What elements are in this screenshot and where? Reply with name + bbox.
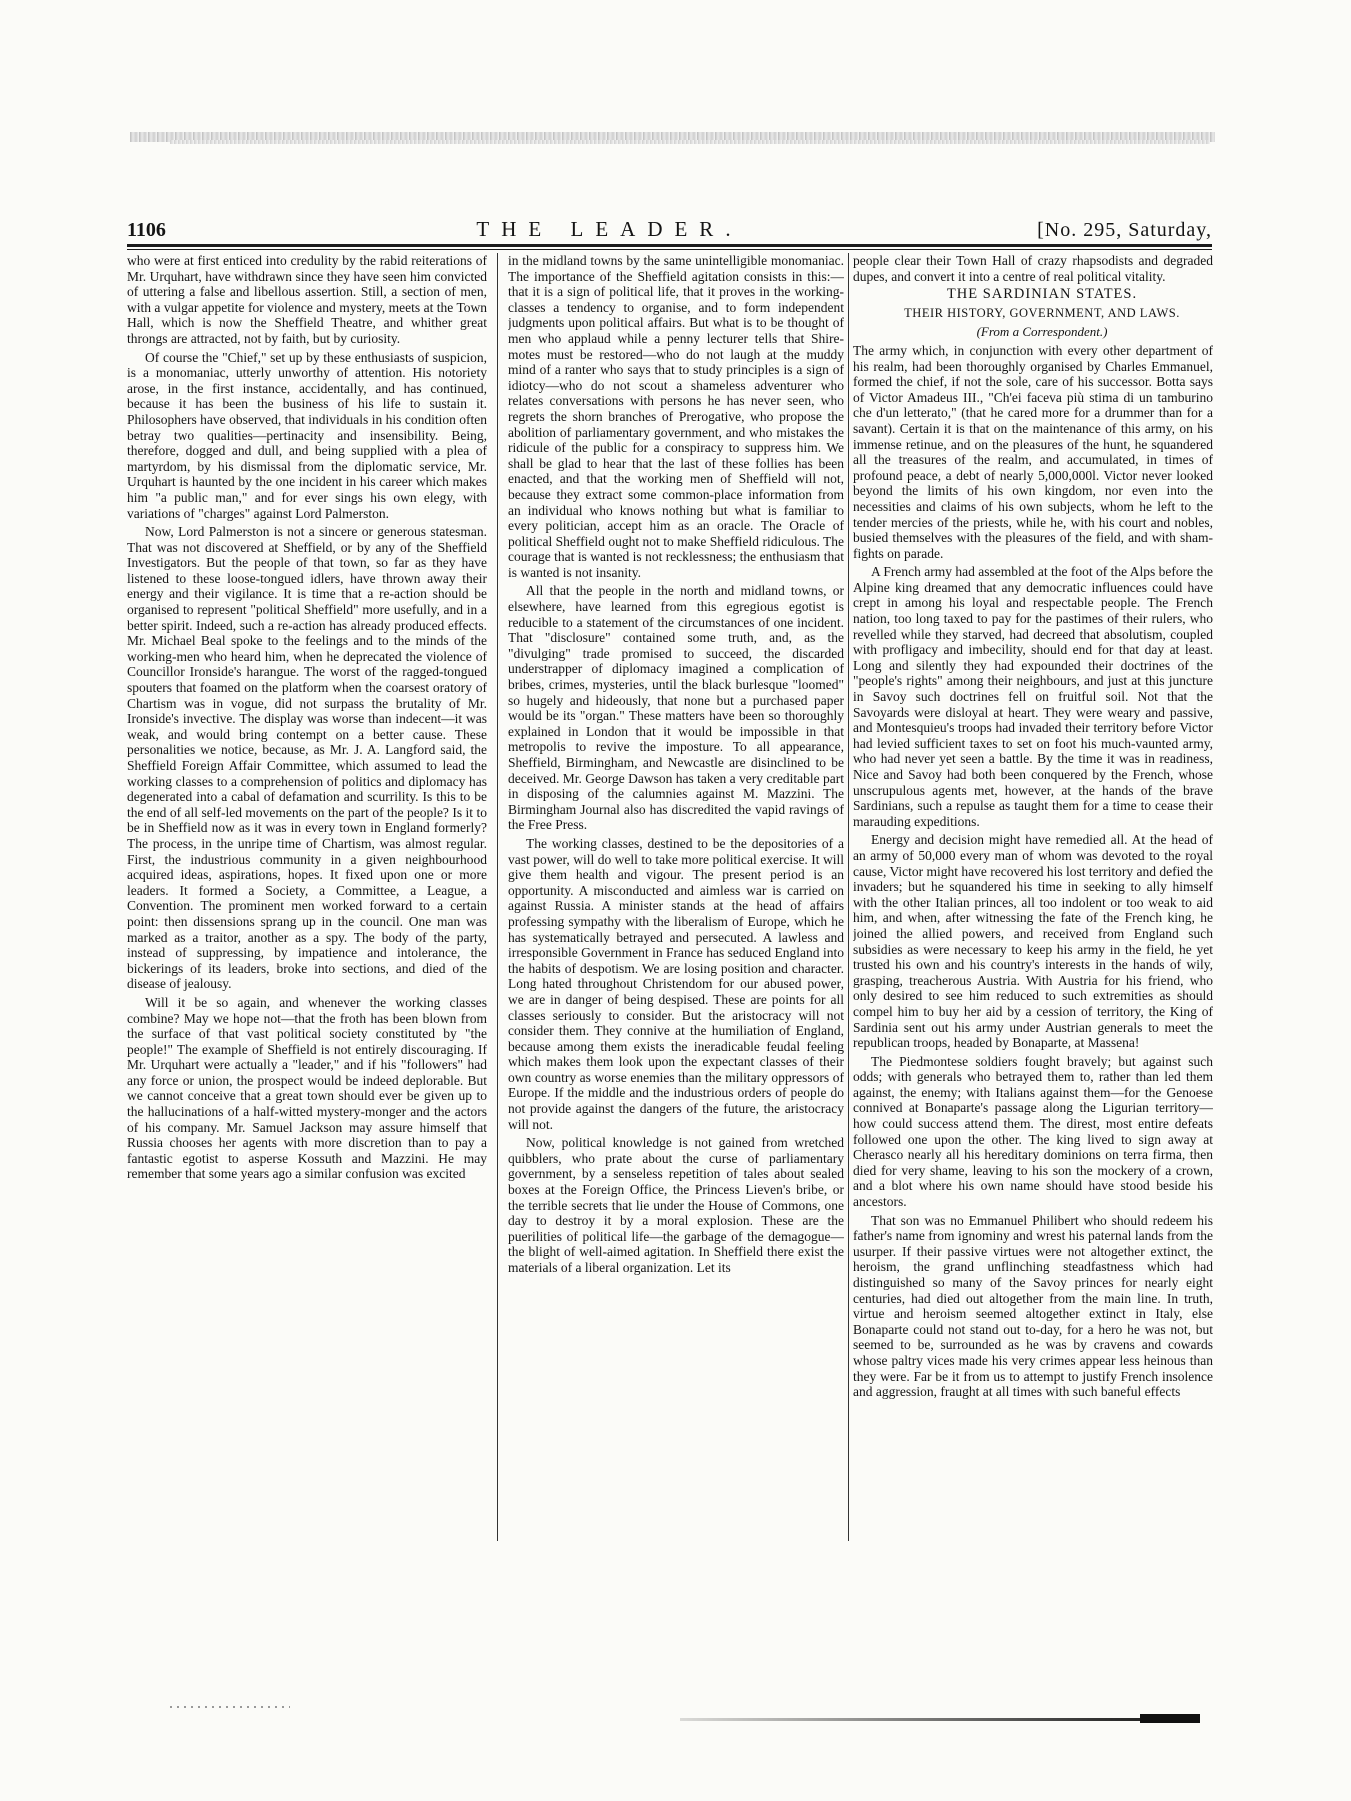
page-number: 1106 (127, 219, 166, 241)
paragraph: That son was no Emmanuel Philibert who should redeem his father's name from ignominy and wrest his paternal lands from the usurper. If their passive virtues were not altogether extinct, the heroism, the grand unflinching steadfastness which had distinguished so many of the Savoy princes for nearly eight centuries, had died out altogether from the main line. In truth, virtue and heroism seemed altogether extinct in Italy, else Bonaparte could not stand out to-day, for a hero he was not, but seemed to be, surrounded as he was by cravens and cowards whose paltry vices made his very crimes appear less heinous than they were. Far be it from us to attempt to justify French insolence and aggression, fraught at all times with such baneful effects (853, 1212, 1213, 1400)
paragraph: A French army had assembled at the foot of the Alps before the Alpine king dreamed that any democratic influences could have crept in among his loyal and respectable people. The French nation, too long taxed to pay for the pastimes of their rulers, who revelled while they starved, had decreed that absolutism, coupled with profligacy and imbecility, should end for that day at least. Long and silently they had expounded their doctrines of the "people's rights" among their neighbours, and just at this juncture in Savoy such doctrines fell on fruitful soil. Not that the Savoyards were disloyal at heart. They were weary and passive, and Montesquieu's troops had invaded their territory before Victor had levied sufficient taxes to set on foot his much-vaunted army, who had never yet seen a battle. By the time it was in readiness, Nice and Savoy had both been conquered by the French, whose unscrupulous agents met, however, at the hands of the brave Sardinians, such a repulse as taught them for a time to cease their marauding expeditions. (853, 564, 1213, 829)
paragraph: Will it be so again, and whenever the working classes combine? May we hope not—that the froth has been blown from the surface of that vast political society constituted by "the people!" The example of Sheffield is not entirely discouraging. If Mr. Urquhart were actually a "leader," and if his "followers" had any force or union, the prospect would be indeed deplorable. But we cannot conceive that a great town should ever be given up to the hallucinations of a half-witted mystery-monger and the actors of his company. Mr. Samuel Jackson may assure himself that Russia chooses her agents with more discretion than to pay a fantastic egotist to asperse Kossuth and Mazzini. He may remember that some years ago a similar confusion was excited (127, 994, 487, 1182)
article-credit: (From a Correspondent.) (976, 324, 1108, 340)
paragraph: All that the people in the north and midland towns, or elsewhere, have learned from this egregious egotist is reducible to a statement of the circumstances of one incident. That "disclosure" contained some truth, and, as the "divulging" trade promised to succeed, the discarded understrapper of diplomacy imagined a complication of bribes, crimes, mysteries, until the black burlesque "loomed" so hugely and hideously, that none but a purchased paper would be its "organ." These matters have been so thoroughly explained in London that it would be impossible in that metropolis to revive the imposture. To all appearance, Sheffield, Birmingham, and Newcastle are disinclined to be deceived. Mr. George Dawson has taken a very creditable part in disposing of the calumnies against M. Mazzini. The Birmingham Journal also has discredited the vapid ravings of the Free Press. (508, 583, 844, 833)
paragraph: The Piedmontese soldiers fought bravely; but against such odds; with generals who betrayed them to, rather than led them against, the enemy; with Italians against them—for the Genoese connived at Bonaparte's passage along the Ligurian territory—how could success attend them. The direst, most entire defeats followed one upon the other. The king lived to sign away at Cherasco nearly all his hereditary dominions on terra firma, then died for very shame, leaving to his son the mockery of a crown, and a blot where his own name should have stood beside his ancestors. (853, 1053, 1213, 1210)
header-rule-thin (127, 249, 1212, 250)
column-1 (127, 253, 487, 1541)
page-header (127, 208, 1212, 242)
article-subtitle: THEIR HISTORY, GOVERNMENT, AND LAWS. (904, 305, 1180, 320)
paragraph: in the midland towns by the same unintelligible monomaniac. The importance of the Sheffield agitation consists in this:—that it is a sign of political life, that it proves in the working-classes a tendency to organise, and to form independent judgments upon political affairs. But what is to be thought of men who applaud while a penny lecturer tells that Shire-motes must be restored—who do not laugh at the muddy mind of a ranter who says that to study principles is a sign of idiotcy—who do not scout a shameless adventurer who relates conversations with persons he has never seen, who regrets the shorn branches of Prerogative, who propose the abolition of parliamentary government, and who mistakes the ridicule of the public for a conspiracy to suppress him. We shall be glad to hear that the last of these follies has been enacted, and that the working men of Sheffield will not, because they extract some common-place information from an individual who knows nothing but what is familiar to every politician, accept him as an oracle. The Oracle of political Sheffield ought not to make Sheffield ridiculous. The courage that is wanted is not recklessness; the enthusiasm that is wanted is not insanity. (508, 253, 844, 580)
paragraph: Energy and decision might have remedied all. At the head of an army of 50,000 every man of whom was devoted to the royal cause, Victor might have recovered his lost territory and defied the invaders; but he squandered his time in seeking to ally himself with the other Italian princes, all too indolent or too weak to aid him, and when, after witnessing the fate of the French king, he joined the allied powers, and received from England such subsidies as were necessary to keep his army in the field, he yet trusted his own and his country's interests in the hands of wily, grasping, treacherous Austria. With Austria for his friend, who only desired to see him reduced to such extremities as should compel him to buy her aid by a cession of territory, the King of Sardinia sent out his army under Austrian generals to meet the republican troops, headed by Bonaparte, at Massena! (853, 832, 1213, 1051)
article-title: THE SARDINIAN STATES. (946, 286, 1138, 303)
paragraph: who were at first enticed into credulity by the rabid reiterations of Mr. Urquhart, have withdrawn since they have seen him convicted of uttering a false and libellous assertion. Still, a section of men, with a vulgar appetite for violence and mystery, meets at the Town Hall, which is now the Sheffield Theatre, and whither great throngs are attracted, not by faith, but by curiosity. (127, 253, 487, 346)
paragraph: people clear their Town Hall of crazy rhapsodists and degraded dupes, and convert it into a centre of real political vitality. (853, 253, 1213, 284)
paragraph: The army which, in conjunction with every other department of his realm, had been thoroughly organised by Charles Emmanuel, formed the chief, if not the sole, care of his successor. Botta says of Victor Amadeus III., "Ch'ei faceva più stima di un tamburino che d'un letterato," (that he cared more for a drummer than for a savant). Certain it is that on the maintenance of this army, on his immense retinue, and on the pleasures of the hunt, he squandered all the treasures of the realm, and accumulated, in times of profound peace, a debt of nearly 5,000,000l. Victor never looked beyond the limits of his own kingdom, nor even into the necessities and claims of his own subjects, whom he left to the tender mercies of the priests, while he, with his court and nobles, busied themselves with the pleasures of the field, and with sham-fights on parade. (853, 342, 1213, 561)
column-divider (848, 253, 849, 1541)
column-2 (508, 253, 844, 1541)
issue-info: [No. 295, Saturday, (1037, 219, 1212, 241)
bottom-rule (680, 1718, 1200, 1721)
paragraph: The working classes, destined to be the depositories of a vast power, will do well to take more political exercise. It will give them health and vigour. The present period is an opportunity. A misconducted and aimless war is carried on against Russia. A minister stands at the head of affairs professing sympathy with the liberalism of Europe, which he has systematically betrayed and persecuted. A lawless and irresponsible Government in France has seduced England into the habits of despotism. We are losing position and character. Long hated throughout Christendom for our abused power, we are in danger of being despised. These are points for all classes seriously to consider. But the aristocracy will not consider them. They connive at the humiliation of England, because among them exists the ineradicable feudal feeling which makes them look upon the expectant classes of their own country as worse enemies than the military oppressors of Europe. If the middle and the industrious orders of people do not provide against the dangers of the future, the aristocracy will not. (508, 835, 844, 1132)
masthead: THE LEADER. (476, 217, 743, 241)
paragraph: Now, Lord Palmerston is not a sincere or generous statesman. That was not discovered at Sheffield, or by any of the Sheffield Investigators. But the people of that town, so far as they have listened to these loose-tongued idlers, have thrown away their energy and their vigilance. It is time that a re-action should be organised to represent "political Sheffield" more usefully, and in a better spirit. Indeed, such a re-action has already produced effects. Mr. Michael Beal spoke to the feelings and to the minds of the working-men who heard him, when he deprecated the violence of Councillor Ironside's harangue. The worst of the ragged-tongued spouters that foamed on the platform when the coarsest oratory of Chartism was in vogue, did not surpass the brutality of Mr. Ironside's invective. The display was worse than indecent—it was weak, and would bring contempt on a better cause. These personalities we notice, because, as Mr. J. A. Langford said, the Sheffield Foreign Affair Committee, which assumed to lead the working classes to a comprehension of politics and diplomacy has degenerated into a cabal of defamation and scurrility. Is this to be the end of all self-led movements on the part of the people? Is it to be in Sheffield now as it was in every town in England formerly? The process, in the unripe time of Chartism, was almost regular. First, the industrious community in a given neighbourhood acquired ideas, aspirations, hopes. It fixed upon one or more leaders. It formed a Society, a Committee, a League, a Convention. The prominent men worked forward to a certain point: then dissensions sprang up in the council. One man was marked as a traitor, another as a spy. The body of the party, instead of suppressing, by impatience and intolerance, the bickerings of its leaders, broke into sections, and died of the disease of jealousy. (127, 524, 487, 992)
paragraph: Of course the "Chief," set up by these enthusiasts of suspicion, is a monomaniac, utterly unworthy of attention. His notoriety arose, in the first instance, accidentally, and has continued, because it has been the business of his life to sustain it. Philosophers have observed, that individuals in his condition often betray two qualities—pertinacity and insensibility. Being, therefore, dogged and dull, and being supplied with a plea of martyrdom, by his dismissal from the diplomatic service, Mr. Urquhart is haunted by the one incident in his career which makes him "a public man," and for ever sings his own elegy, with variations of "charges" against Lord Palmerston. (127, 349, 487, 521)
top-scan-band-shadow (170, 140, 1210, 144)
column-3 (853, 253, 1213, 1541)
column-divider (497, 253, 498, 1541)
header-rule-thick (127, 244, 1212, 247)
bottom-scan-specks (170, 1706, 290, 1708)
bottom-rule-end (1140, 1714, 1200, 1723)
paragraph: Now, political knowledge is not gained from wretched quibblers, who prate about the curse of parliamentary government, by a senseless repetition of tales about sealed boxes at the Foreign Office, the Princess Lieven's bribe, or the terrible secrets that lie under the House of Commons, one day to destroy it by a moral explosion. These are the puerilities of political life—the garbage of the demagogue—the blight of well-aimed agitation. In Sheffield there exist the materials of a liberal organization. Let its (508, 1135, 844, 1275)
